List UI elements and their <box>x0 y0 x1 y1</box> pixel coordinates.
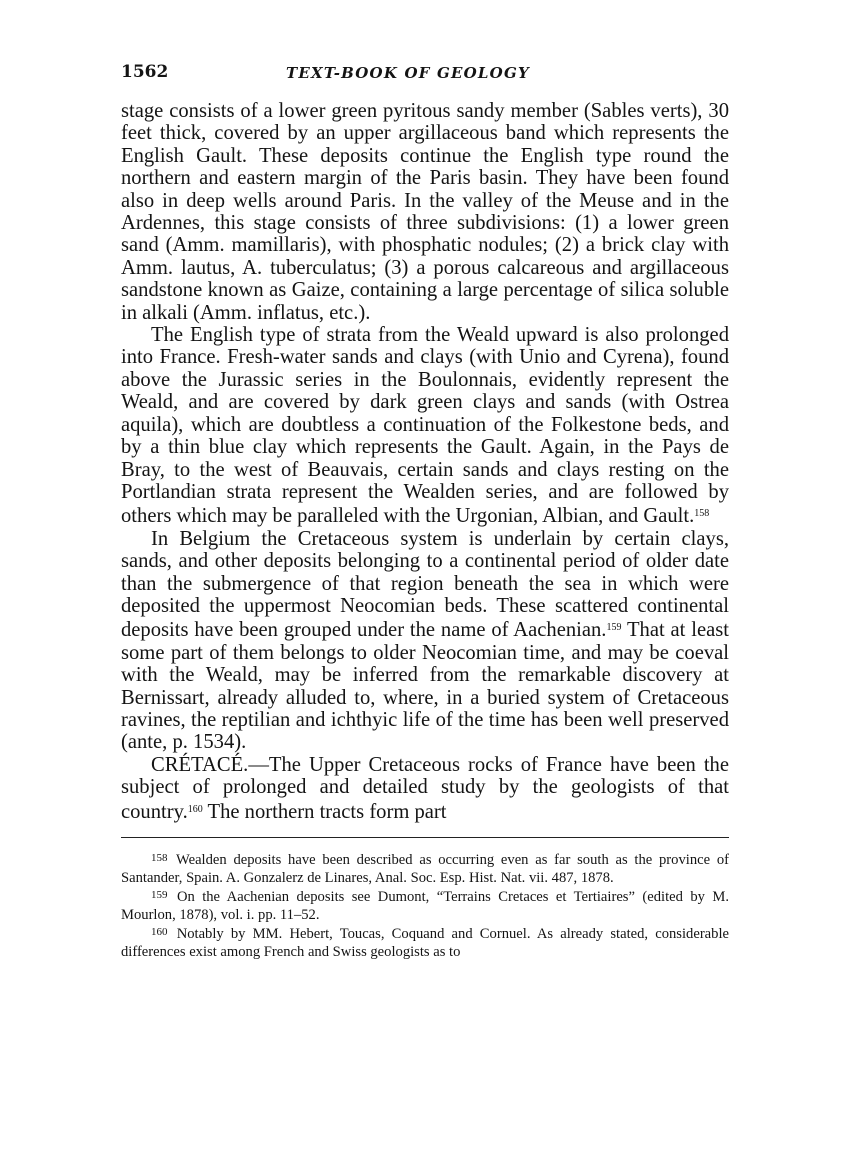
paragraph <box>121 754 729 823</box>
book-page <box>121 58 729 962</box>
footnote-rule <box>121 837 729 838</box>
paragraph-text: In Belgium the Cretaceous system is underlain by certain clays, sands, and other deposits belonging to a continental period of older date than the submergence of that region beneath the sea in which were deposited the uppermost Neocomian beds. These scattered continental deposits have been grouped under the name of Aachenian. <box>121 527 729 642</box>
footnote-text: Notably by MM. Hebert, Toucas, Coquand and Cornuel. As already stated, considerable differences exist among French and Swiss geologists as to <box>121 926 729 960</box>
footnote-text: Wealden deposits have been described as occurring even as far south as the province of Santander, Spain. A. Gonzalerz de Linares, Anal. Soc. Esp. Hist. Nat. vii. 487, 1878. <box>121 852 729 886</box>
footnote-ref[interactable]: 159 <box>606 622 622 634</box>
footnotes <box>121 850 729 962</box>
footnote-number: 159 <box>151 889 168 902</box>
paragraph-text: That at least some part of them belongs to older Neocomian time, and may be coeval with the Weald, may be inferred from the remarkable discovery at Bernissart, already alluded to, where, in a buried system of Cretaceous ravines, the reptilian and ichthyic life of the time has been well preserved (ante, p. 1534). <box>121 619 729 754</box>
paragraph-text: CRÉTACÉ.—The Upper Cretaceous rocks of France have been the subject of prolonged and detailed study by the geologists of that country. <box>121 753 729 823</box>
footnote <box>121 850 729 887</box>
body-text <box>121 100 729 823</box>
footnote-number: 158 <box>151 852 168 864</box>
page-number: 1562 <box>121 62 169 82</box>
paragraph <box>121 100 729 324</box>
running-head <box>121 58 729 92</box>
paragraph-text: The northern tracts form part <box>202 800 447 823</box>
running-title: TEXT-BOOK OF GEOLOGY <box>286 64 530 82</box>
paragraph <box>121 324 729 528</box>
paragraph-text: stage consists of a lower green pyritous sandy member (Sables verts), 30 feet thick, covered by an upper argillaceous band which represents the English Gault. These deposits continue the English type round the northern and eastern margin of the Paris basin. They have been found also in deep wells around Paris. In the valley of the Meuse and in the Ardennes, this stage consists of three subdivisions: (1) a lower green sand (Amm. mamillaris), with phosphatic nodules; (2) a brick clay with Amm. lautus, A. tuberculatus; (3) a porous calcareous and argillaceous sandstone known as Gaize, containing a large percentage of silica soluble in alkali (Amm. inflatus, etc.). <box>121 100 729 324</box>
paragraph-text: The English type of strata from the Weald upward is also prolonged into France. Fresh-water sands and clays (with Unio and Cyrena), found above the Jurassic series in the Boulonnais, evidently represent the Weald, and are covered by dark green clays and sands (with Ostrea aquila), which are doubtless a continuation of the Folkestone beds, and by a thin blue clay which represents the Gault. Again, in the Pays de Bray, to the west of Beauvais, certain sands and clays resting on the Portlandian strata represent the Wealden series, and are followed by others which may be paralleled with the Urgonian, Albian, and Gault. <box>121 324 729 528</box>
footnote <box>121 924 729 961</box>
footnote-ref[interactable]: 158 <box>694 508 710 520</box>
footnote-ref[interactable]: 160 <box>187 803 203 815</box>
paragraph <box>121 528 729 754</box>
footnote-text: On the Aachenian deposits see Dumont, “Terrains Cretaces et Tertiaires” (edited by M. Mourlon, 1878), vol. i. pp. 11–52. <box>121 889 729 923</box>
footnote <box>121 887 729 924</box>
footnote-number: 160 <box>151 926 168 939</box>
